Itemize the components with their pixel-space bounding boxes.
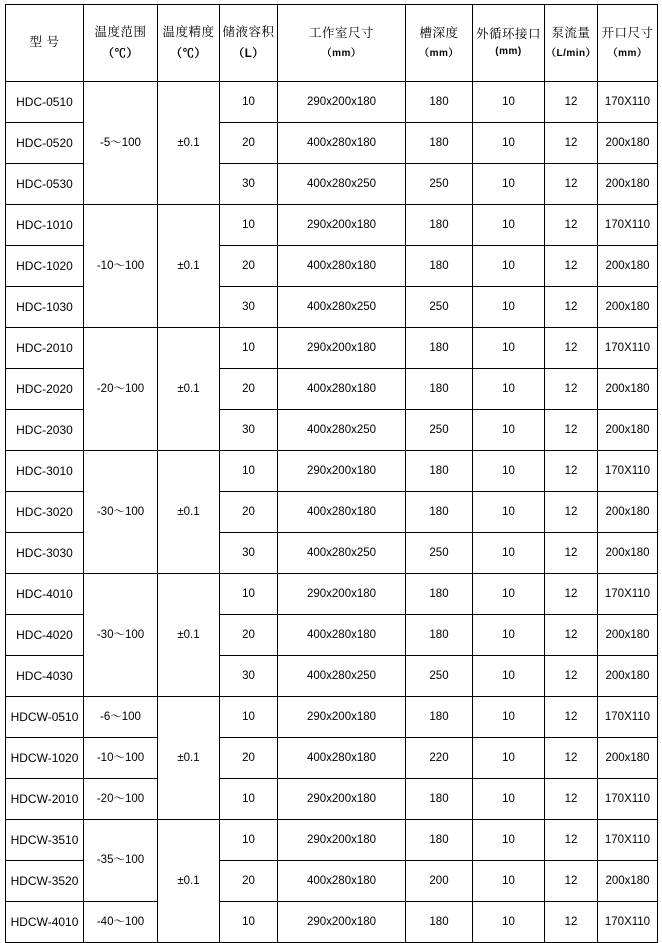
- cell-chamber-size: 290x200x180: [278, 451, 406, 492]
- cell-tank-depth: 180: [406, 574, 473, 615]
- cell-tank-depth: 180: [406, 328, 473, 369]
- cell-circulation-port: 10: [473, 410, 545, 451]
- cell-pump-flow: 12: [545, 820, 598, 861]
- cell-circulation-port: 10: [473, 328, 545, 369]
- cell-circulation-port: 10: [473, 615, 545, 656]
- cell-pump-flow: 12: [545, 861, 598, 902]
- cell-temp-accuracy: ±0.1: [158, 697, 220, 820]
- cell-model: HDC-2020: [6, 369, 84, 410]
- cell-tank-depth: 180: [406, 451, 473, 492]
- table-row: [6, 451, 658, 492]
- cell-tank-depth: 180: [406, 492, 473, 533]
- cell-tank-depth: 250: [406, 656, 473, 697]
- cell-chamber-size: 400x280x180: [278, 123, 406, 164]
- cell-tank-depth: 220: [406, 738, 473, 779]
- cell-pump-flow: 12: [545, 656, 598, 697]
- cell-circulation-port: 10: [473, 246, 545, 287]
- cell-pump-flow: 12: [545, 738, 598, 779]
- cell-circulation-port: 10: [473, 533, 545, 574]
- specification-table: [5, 4, 658, 943]
- cell-volume: 30: [220, 164, 278, 205]
- cell-temp-range: -6～100: [84, 697, 158, 738]
- cell-volume: 20: [220, 369, 278, 410]
- cell-volume: 10: [220, 205, 278, 246]
- cell-opening-size: 170X110: [598, 451, 658, 492]
- cell-pump-flow: 12: [545, 574, 598, 615]
- cell-circulation-port: 10: [473, 902, 545, 943]
- cell-tank-depth: 180: [406, 205, 473, 246]
- header-volume-label: 储液容积: [222, 25, 275, 39]
- cell-chamber-size: 290x200x180: [278, 697, 406, 738]
- cell-model: HDC-0520: [6, 123, 84, 164]
- cell-volume: 30: [220, 287, 278, 328]
- cell-model: HDC-2010: [6, 328, 84, 369]
- cell-chamber-size: 400x280x180: [278, 492, 406, 533]
- cell-model: HDC-3010: [6, 451, 84, 492]
- header-temp-range-unit: （℃）: [102, 47, 139, 60]
- cell-circulation-port: 10: [473, 656, 545, 697]
- header-temp-accuracy-label: 温度精度: [162, 25, 215, 39]
- cell-circulation-port: 10: [473, 451, 545, 492]
- cell-volume: 10: [220, 902, 278, 943]
- cell-opening-size: 200x180: [598, 861, 658, 902]
- cell-model: HDC-2030: [6, 410, 84, 451]
- cell-chamber-size: 400x280x180: [278, 738, 406, 779]
- cell-volume: 10: [220, 779, 278, 820]
- cell-chamber-size: 290x200x180: [278, 902, 406, 943]
- cell-circulation-port: 10: [473, 697, 545, 738]
- cell-opening-size: 170X110: [598, 697, 658, 738]
- cell-model: HDC-4020: [6, 615, 84, 656]
- cell-temp-accuracy: ±0.1: [158, 205, 220, 328]
- header-opening-size: [598, 5, 658, 82]
- cell-circulation-port: 10: [473, 861, 545, 902]
- cell-chamber-size: 400x280x180: [278, 246, 406, 287]
- cell-opening-size: 200x180: [598, 656, 658, 697]
- table-row: [6, 779, 658, 820]
- cell-temp-range: -10～100: [84, 205, 158, 328]
- header-temp-range: [84, 5, 158, 82]
- cell-tank-depth: 180: [406, 123, 473, 164]
- cell-pump-flow: 12: [545, 492, 598, 533]
- cell-chamber-size: 290x200x180: [278, 779, 406, 820]
- cell-temp-range: -40～100: [84, 902, 158, 943]
- cell-opening-size: 170X110: [598, 205, 658, 246]
- cell-volume: 10: [220, 451, 278, 492]
- cell-model: HDCW-2010: [6, 779, 84, 820]
- header-opening-size-unit: （mm）: [607, 47, 648, 59]
- cell-temp-accuracy: ±0.1: [158, 328, 220, 451]
- cell-volume: 10: [220, 574, 278, 615]
- cell-model: HDCW-3510: [6, 820, 84, 861]
- cell-temp-range: -10～100: [84, 738, 158, 779]
- header-volume-unit: （L）: [232, 47, 265, 60]
- cell-opening-size: 200x180: [598, 369, 658, 410]
- cell-chamber-size: 400x280x180: [278, 861, 406, 902]
- cell-pump-flow: 12: [545, 164, 598, 205]
- cell-model: HDC-0510: [6, 82, 84, 123]
- cell-tank-depth: 180: [406, 246, 473, 287]
- cell-tank-depth: 180: [406, 902, 473, 943]
- cell-temp-accuracy: ±0.1: [158, 451, 220, 574]
- cell-tank-depth: 180: [406, 615, 473, 656]
- cell-volume: 10: [220, 697, 278, 738]
- cell-temp-accuracy: ±0.1: [158, 574, 220, 697]
- cell-opening-size: 200x180: [598, 164, 658, 205]
- cell-circulation-port: 10: [473, 738, 545, 779]
- table-row: [6, 328, 658, 369]
- cell-model: HDCW-0510: [6, 697, 84, 738]
- cell-chamber-size: 400x280x250: [278, 533, 406, 574]
- header-pump-flow-label: 泵流量: [551, 25, 591, 40]
- cell-pump-flow: 12: [545, 615, 598, 656]
- cell-chamber-size: 400x280x180: [278, 369, 406, 410]
- cell-volume: 30: [220, 656, 278, 697]
- cell-tank-depth: 250: [406, 164, 473, 205]
- cell-pump-flow: 12: [545, 697, 598, 738]
- header-volume: [220, 5, 278, 82]
- cell-circulation-port: 10: [473, 205, 545, 246]
- cell-pump-flow: 12: [545, 205, 598, 246]
- cell-circulation-port: 10: [473, 82, 545, 123]
- cell-chamber-size: 290x200x180: [278, 820, 406, 861]
- cell-chamber-size: 290x200x180: [278, 328, 406, 369]
- header-tank-depth-unit: （mm）: [419, 47, 459, 59]
- cell-opening-size: 170X110: [598, 902, 658, 943]
- table-row: [6, 697, 658, 738]
- header-model: [6, 5, 84, 82]
- cell-tank-depth: 250: [406, 410, 473, 451]
- cell-circulation-port: 10: [473, 492, 545, 533]
- cell-temp-range: -20～100: [84, 779, 158, 820]
- cell-temp-accuracy: ±0.1: [158, 82, 220, 205]
- cell-tank-depth: 250: [406, 287, 473, 328]
- cell-pump-flow: 12: [545, 902, 598, 943]
- header-chamber-size: [278, 5, 406, 82]
- cell-model: HDCW-3520: [6, 861, 84, 902]
- cell-model: HDC-3030: [6, 533, 84, 574]
- header-row: [6, 5, 658, 82]
- cell-circulation-port: 10: [473, 820, 545, 861]
- cell-tank-depth: 250: [406, 533, 473, 574]
- header-temp-range-label: 温度范围: [94, 25, 147, 39]
- cell-temp-range: -35～100: [84, 820, 158, 902]
- table-row: [6, 902, 658, 943]
- cell-model: HDC-3020: [6, 492, 84, 533]
- cell-volume: 20: [220, 615, 278, 656]
- cell-temp-range: -20～100: [84, 328, 158, 451]
- cell-tank-depth: 200: [406, 861, 473, 902]
- cell-opening-size: 200x180: [598, 287, 658, 328]
- header-circulation-port: [473, 5, 545, 82]
- cell-pump-flow: 12: [545, 287, 598, 328]
- cell-pump-flow: 12: [545, 451, 598, 492]
- cell-opening-size: 200x180: [598, 492, 658, 533]
- cell-opening-size: 200x180: [598, 410, 658, 451]
- cell-pump-flow: 12: [545, 123, 598, 164]
- cell-opening-size: 170X110: [598, 574, 658, 615]
- header-circulation-port-label: 外循环接口: [475, 27, 541, 42]
- header-model-label: 型 号: [29, 35, 60, 50]
- cell-opening-size: 200x180: [598, 738, 658, 779]
- cell-model: HDC-4030: [6, 656, 84, 697]
- cell-model: HDC-1010: [6, 205, 84, 246]
- cell-circulation-port: 10: [473, 369, 545, 410]
- cell-chamber-size: 400x280x250: [278, 656, 406, 697]
- cell-tank-depth: 180: [406, 697, 473, 738]
- cell-opening-size: 200x180: [598, 615, 658, 656]
- cell-tank-depth: 180: [406, 779, 473, 820]
- cell-model: HDC-1030: [6, 287, 84, 328]
- header-tank-depth-label: 槽深度: [419, 25, 459, 40]
- cell-model: HDC-1020: [6, 246, 84, 287]
- cell-opening-size: 170X110: [598, 82, 658, 123]
- table-body: [6, 82, 658, 943]
- cell-pump-flow: 12: [545, 410, 598, 451]
- cell-temp-range: -30～100: [84, 574, 158, 697]
- cell-volume: 10: [220, 328, 278, 369]
- cell-tank-depth: 180: [406, 82, 473, 123]
- cell-pump-flow: 12: [545, 82, 598, 123]
- table-row: [6, 205, 658, 246]
- cell-model: HDCW-4010: [6, 902, 84, 943]
- table-row: [6, 820, 658, 861]
- header-pump-flow: [545, 5, 598, 82]
- cell-volume: 20: [220, 861, 278, 902]
- cell-pump-flow: 12: [545, 533, 598, 574]
- cell-chamber-size: 400x280x250: [278, 287, 406, 328]
- cell-tank-depth: 180: [406, 820, 473, 861]
- cell-volume: 20: [220, 123, 278, 164]
- cell-opening-size: 170X110: [598, 779, 658, 820]
- cell-volume: 30: [220, 533, 278, 574]
- cell-circulation-port: 10: [473, 779, 545, 820]
- cell-temp-range: -30～100: [84, 451, 158, 574]
- table-row: [6, 574, 658, 615]
- cell-model: HDCW-1020: [6, 738, 84, 779]
- cell-pump-flow: 12: [545, 246, 598, 287]
- cell-chamber-size: 290x200x180: [278, 82, 406, 123]
- cell-temp-accuracy: ±0.1: [158, 820, 220, 943]
- cell-circulation-port: 10: [473, 287, 545, 328]
- header-chamber-size-label: 工作室尺寸: [308, 25, 374, 40]
- cell-temp-range: -5～100: [84, 82, 158, 205]
- header-opening-size-label: 开口尺寸: [601, 25, 654, 40]
- cell-circulation-port: 10: [473, 123, 545, 164]
- cell-model: HDC-0530: [6, 164, 84, 205]
- cell-chamber-size: 400x280x250: [278, 164, 406, 205]
- cell-opening-size: 170X110: [598, 328, 658, 369]
- cell-volume: 20: [220, 246, 278, 287]
- cell-chamber-size: 290x200x180: [278, 205, 406, 246]
- cell-model: HDC-4010: [6, 574, 84, 615]
- cell-volume: 10: [220, 82, 278, 123]
- cell-opening-size: 200x180: [598, 246, 658, 287]
- header-temp-accuracy-unit: （℃）: [170, 47, 207, 60]
- cell-chamber-size: 400x280x250: [278, 410, 406, 451]
- cell-volume: 20: [220, 492, 278, 533]
- cell-circulation-port: 10: [473, 574, 545, 615]
- cell-pump-flow: 12: [545, 369, 598, 410]
- table-row: [6, 82, 658, 123]
- cell-volume: 20: [220, 738, 278, 779]
- header-pump-flow-unit: （L/min）: [546, 47, 597, 59]
- cell-circulation-port: 10: [473, 164, 545, 205]
- header-chamber-size-unit: （mm）: [321, 47, 362, 59]
- cell-chamber-size: 290x200x180: [278, 574, 406, 615]
- cell-volume: 10: [220, 820, 278, 861]
- table-row: [6, 738, 658, 779]
- header-tank-depth: [406, 5, 473, 82]
- cell-chamber-size: 400x280x180: [278, 615, 406, 656]
- header-circulation-port-unit: (mm): [495, 46, 522, 57]
- cell-pump-flow: 12: [545, 779, 598, 820]
- table-head: [6, 5, 658, 82]
- cell-pump-flow: 12: [545, 328, 598, 369]
- header-temp-accuracy: [158, 5, 220, 82]
- cell-opening-size: 200x180: [598, 533, 658, 574]
- cell-opening-size: 200x180: [598, 123, 658, 164]
- cell-opening-size: 170X110: [598, 820, 658, 861]
- cell-volume: 30: [220, 410, 278, 451]
- cell-tank-depth: 180: [406, 369, 473, 410]
